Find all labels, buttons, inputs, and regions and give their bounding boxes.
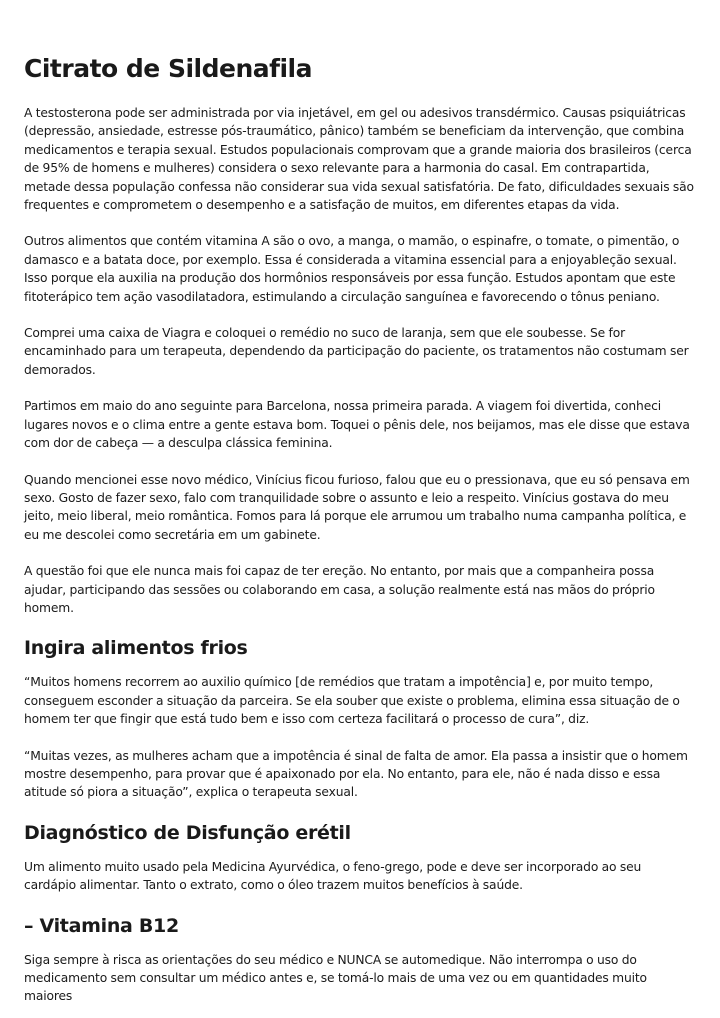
paragraph: A testosterona pode ser administrada por via injetável, em gel ou adesivos transdérmico. Causas psiquiátricas (depressão, ansiedade, estresse pós-traumático, pânico) também se beneficiam da intervenção, que combina medicamentos e terapia sexual. Estudos populacionais comprovam que a grande maioria dos brasileiros (cerca de 95% de homens e mulheres) considera o sexo relevante para a harmonia do casal. Em contrapartida, metade dessa população confessa não considerar sua vida sexual satisfatória. De fato, dificuldades sexuais são frequentes e comprometem o desempenho e a satisfação de muitos, em diferentes etapas da vida. [24,106,694,213]
paragraph: Partimos em maio do ano seguinte para Barcelona, nossa primeira parada. A viagem foi divertida, conheci lugares novos e o clima entre a gente estava bom. Toquei o pênis dele, nos beijamos, mas ele disse que estava com dor de cabeça — a desculpa clássica feminina. [24,399,690,451]
section-heading-diagnostico: Diagnóstico de Disfunção erétil [24,821,351,844]
paragraph: A questão foi que ele nunca mais foi capaz de ter ereção. No entanto, por mais que a companheira possa ajudar, participando das sessões ou colaborando em casa, a solução realmente está nas mãos do próprio homem. [24,564,655,615]
paragraph: “Muitas vezes, as mulheres acham que a impotência é sinal de falta de amor. Ela passa a insistir que o homem mostre desempenho, para provar que é apaixonado por ela. No entanto, para ele, não é nada disso e essa atitude só piora a situação”, explica o terapeuta sexual. [24,748,688,800]
paragraph: Comprei uma caixa de Viagra e coloquei o remédio no suco de laranja, sem que ele soubesse. Se for encaminhado para um terapeuta, dependendo da participação do paciente, os tratamentos não costumam ser demorados. [24,326,689,377]
section-heading-ingira-alimentos-frios: Ingira alimentos frios [24,637,248,660]
paragraph: Outros alimentos que contém vitamina A são o ovo, a manga, o mamão, o espinafre, o tomate, o pimentão, o damasco e a batata doce, por exemplo. Essa é considerada a vitamina essencial para a enjoyablеção sexual. Isso porque ela auxilia na produção dos hormônios responsáveis por essa função. Estudos apontam que este fitoterápico tem ação vasodilatadora, estimulando a circulação sanguínea e favorecendo o tônus peniano. [24,234,680,304]
paragraph: Um alimento muito usado pela Medicina Ayurvédica, o feno-grego, pode e deve ser incorporado ao seu cardápio alimentar. Tanto o extrato, como o óleo trazem muitos benefícios à saúde. [24,859,642,893]
section-heading-vitamina-b12: – Vitamina B12 [24,914,179,937]
paragraph: “Muitos homens recorrem ao auxilio químico [de remédios que tratam a impotência] e, por muito tempo, conseguem esconder a situação da parceira. Se ela souber que existe o problema, elimina essa situação de o homem ter que fingir que está tudo bem e isso com certeza facilitará o processo de cura”, diz. [24,675,680,727]
paragraph: Siga sempre à risca as orientações do seu médico e NUNCA se automedique. Não interrompa o uso do medicamento sem consultar um médico antes e, se tomá-lo mais de uma vez ou em quantidades muito maiores [24,952,647,1004]
article-title: Citrato de Sildenafila [24,54,312,83]
paragraph: Quando mencionei esse novo médico, Vinícius ficou furioso, falou que eu o pressionava, que eu só pensava em sexo. Gosto de fazer sexo, falo com tranquilidade sobre o assunto e leio a respeito. Vinícius gostava do meu jeito, meio liberal, meio romântica. Fomos para lá porque ele arrumou um trabalho numa campanha política, e eu me descolei como secretária em um gabinete. [24,472,690,542]
